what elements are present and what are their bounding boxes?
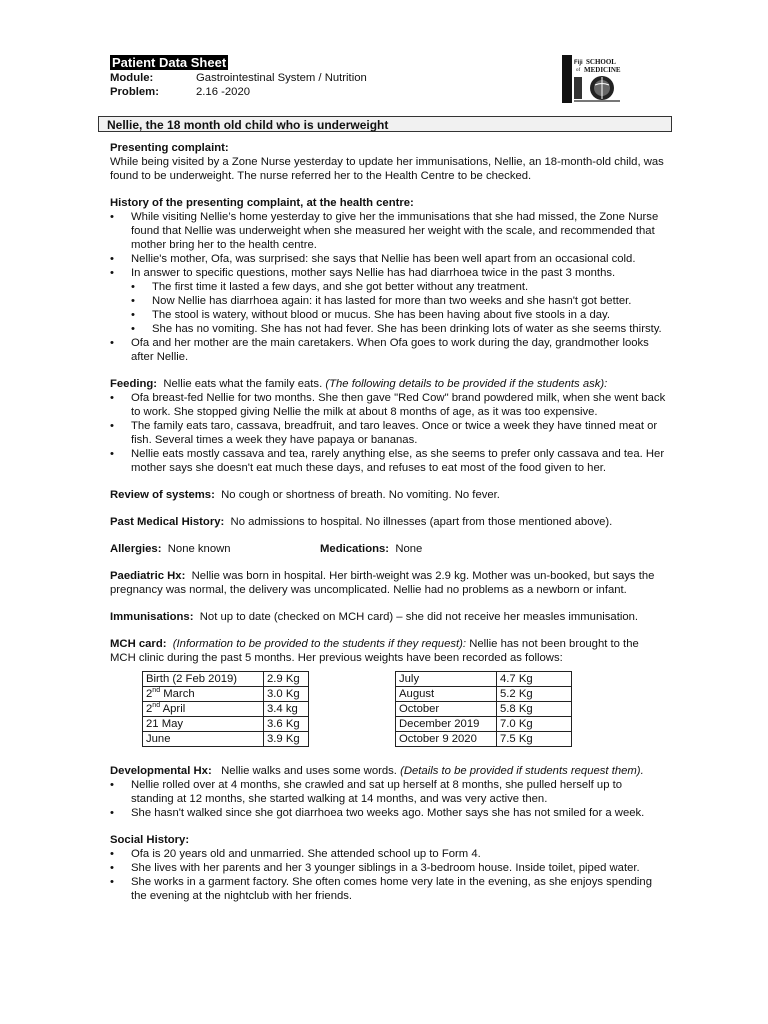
- list-item: • Now Nellie has diarrhoea again: it has lasted for more than two weeks and she hasn't got better.: [110, 294, 666, 308]
- paediatric-history: [110, 569, 666, 597]
- review-heading: Review of systems:: [110, 489, 215, 501]
- document-title: Patient Data Sheet: [112, 55, 227, 70]
- mch-text: Nellie has not been brought to the MCH clinic during the past 5 months. Her previous weights have been recorded as follows:: [110, 638, 639, 664]
- list-item: • Nellie eats mostly cassava and tea, rarely anything else, as she seems to prefer only cassava and tea. Her mother says she doesn't eat much these days, and refuses to eat most of the food given to her.: [110, 447, 666, 475]
- list-item: • Ofa and her mother are the main caretakers. When Ofa goes to work during the day, grandmother looks after Nellie.: [110, 336, 666, 364]
- list-item: • The family eats taro, cassava, breadfruit, and taro leaves. Once or twice a week they have tinned meat or fish. Several times a week they have papaya or bananas.: [110, 419, 666, 447]
- allergies-medications-row: [110, 542, 666, 556]
- developmental-text: Nellie walks and uses some words.: [221, 765, 397, 777]
- allergies-text: None known: [167, 543, 231, 555]
- table-row: August 5.2 Kg: [396, 687, 572, 702]
- developmental-history: [110, 764, 666, 778]
- feeding-list: [110, 391, 666, 475]
- social-list: [110, 847, 666, 903]
- past-medical-history: [110, 515, 666, 529]
- table-row: October 5.8 Kg: [396, 702, 572, 717]
- list-item: • The first time it lasted a few days, and she got better without any treatment.: [110, 280, 666, 294]
- mch-card: [110, 637, 666, 665]
- immunisations-text: Not up to date (checked on MCH card) – she did not receive her measles immunisation.: [199, 611, 639, 623]
- table-row: 2nd March 3.0 Kg: [143, 687, 309, 702]
- history-heading: History of the presenting complaint, at the health centre:: [110, 197, 414, 209]
- list-item: • The stool is watery, without blood or mucus. She has been having about five stools in a day.: [110, 308, 666, 322]
- document-body: [110, 141, 666, 903]
- table-row: Birth (2 Feb 2019) 2.9 Kg: [143, 672, 309, 687]
- logo-line2: MEDICINE: [584, 66, 621, 74]
- feeding-text: Nellie eats what the family eats.: [163, 378, 323, 390]
- list-item: • Ofa is 20 years old and unmarried. She attended school up to Form 4.: [110, 847, 666, 861]
- mch-note: (Information to be provided to the students if they request):: [172, 638, 467, 650]
- list-item: • She lives with her parents and her 3 younger siblings in a 3-bedroom house. Inside toilet, piped water.: [110, 861, 666, 875]
- allergies-heading: Allergies:: [110, 543, 162, 555]
- problem-label: Problem:: [110, 86, 159, 98]
- feeding-note: (The following details to be provided if the students ask):: [325, 378, 608, 390]
- table-row: December 2019 7.0 Kg: [396, 717, 572, 732]
- weight-table-right: [395, 671, 572, 747]
- developmental-note: (Details to be provided if students request them).: [400, 765, 644, 777]
- table-row: 21 May 3.6 Kg: [143, 717, 309, 732]
- logo-mark: Fiji: [574, 60, 583, 66]
- case-banner: Nellie, the 18 month old child who is underweight: [98, 116, 672, 132]
- list-item: • While visiting Nellie’s home yesterday to give her the immunisations that she had missed, the Zone Nurse found that Nellie was underweight when she measured her weight with the scale, and recommended that mother bring her to the health centre.: [110, 210, 666, 252]
- module-value: Gastrointestinal System / Nutrition: [196, 72, 367, 84]
- list-item: • She hasn't walked since she got diarrhoea two weeks ago. Mother says she has not smiled for a week.: [110, 806, 666, 820]
- medications-heading: Medications:: [320, 543, 390, 555]
- history-sublist: [110, 280, 666, 336]
- feeding-heading: Feeding:: [110, 378, 158, 390]
- pmh-heading: Past Medical History:: [110, 516, 225, 528]
- logo-of: of: [576, 68, 581, 73]
- social-heading: Social History:: [110, 834, 190, 846]
- medications-text: None: [395, 543, 423, 555]
- module-label: Module:: [110, 72, 154, 84]
- list-item: • In answer to specific questions, mother says Nellie has had diarrhoea twice in the past 3 months.: [110, 266, 666, 280]
- review-of-systems: [110, 488, 666, 502]
- weight-table-left: [142, 671, 309, 747]
- developmental-list: [110, 778, 666, 820]
- list-item: • Nellie rolled over at 4 months, she crawled and sat up herself at 8 months, she pulled herself up to standing at 12 months, she started walking at 14 months, and was very active then.: [110, 778, 666, 806]
- review-text: No cough or shortness of breath. No vomiting. No fever.: [221, 489, 500, 501]
- weight-tables: [110, 671, 666, 751]
- feeding-intro: [110, 377, 666, 391]
- list-item: • Ofa breast-fed Nellie for two months. She then gave "Red Cow" brand powdered milk, when she went back to work. She stopped giving Nellie the milk at about 8 months of age, as it was too expensive.: [110, 391, 666, 419]
- school-of-medicine-logo: [562, 55, 624, 103]
- paediatric-text: Nellie was born in hospital. Her birth-weight was 2.9 kg. Mother was un-booked, but says the pregnancy was normal, the delivery was uncomplicated. Nellie had no problems as a newborn or infant.: [110, 570, 655, 596]
- presenting-heading: Presenting complaint:: [110, 142, 229, 154]
- immunisations: [110, 610, 666, 624]
- table-row: June 3.9 Kg: [143, 732, 309, 747]
- table-row: 2nd April 3.4 kg: [143, 702, 309, 717]
- logo-line1: SCHOOL: [586, 58, 616, 66]
- history-list-end: [110, 336, 666, 364]
- history-list: [110, 210, 666, 280]
- logo-bar: [562, 55, 572, 103]
- table-row: October 9 2020 7.5 Kg: [396, 732, 572, 747]
- table-row: July 4.7 Kg: [396, 672, 572, 687]
- list-item: • She has no vomiting. She has not had fever. She has been drinking lots of water as she seems thirsty.: [110, 322, 666, 336]
- list-item: • She works in a garment factory. She often comes home very late in the evening, as she enjoys spending the evening at the nightclub with her friends.: [110, 875, 666, 903]
- list-item: • Nellie's mother, Ofa, was surprised: she says that Nellie has been well apart from an occasional cold.: [110, 252, 666, 266]
- paediatric-heading: Paediatric Hx:: [110, 570, 186, 582]
- mch-heading: MCH card:: [110, 638, 167, 650]
- problem-value: 2.16 -2020: [196, 86, 251, 98]
- immunisations-heading: Immunisations:: [110, 611, 194, 623]
- developmental-heading: Developmental Hx:: [110, 765, 212, 777]
- pmh-text: No admissions to hospital. No illnesses (apart from those mentioned above).: [230, 516, 613, 528]
- presenting-text: While being visited by a Zone Nurse yesterday to update her immunisations, Nellie, an 18-month-old child, was found to be underweight. The nurse referred her to the Health Centre to be checked.: [110, 156, 664, 182]
